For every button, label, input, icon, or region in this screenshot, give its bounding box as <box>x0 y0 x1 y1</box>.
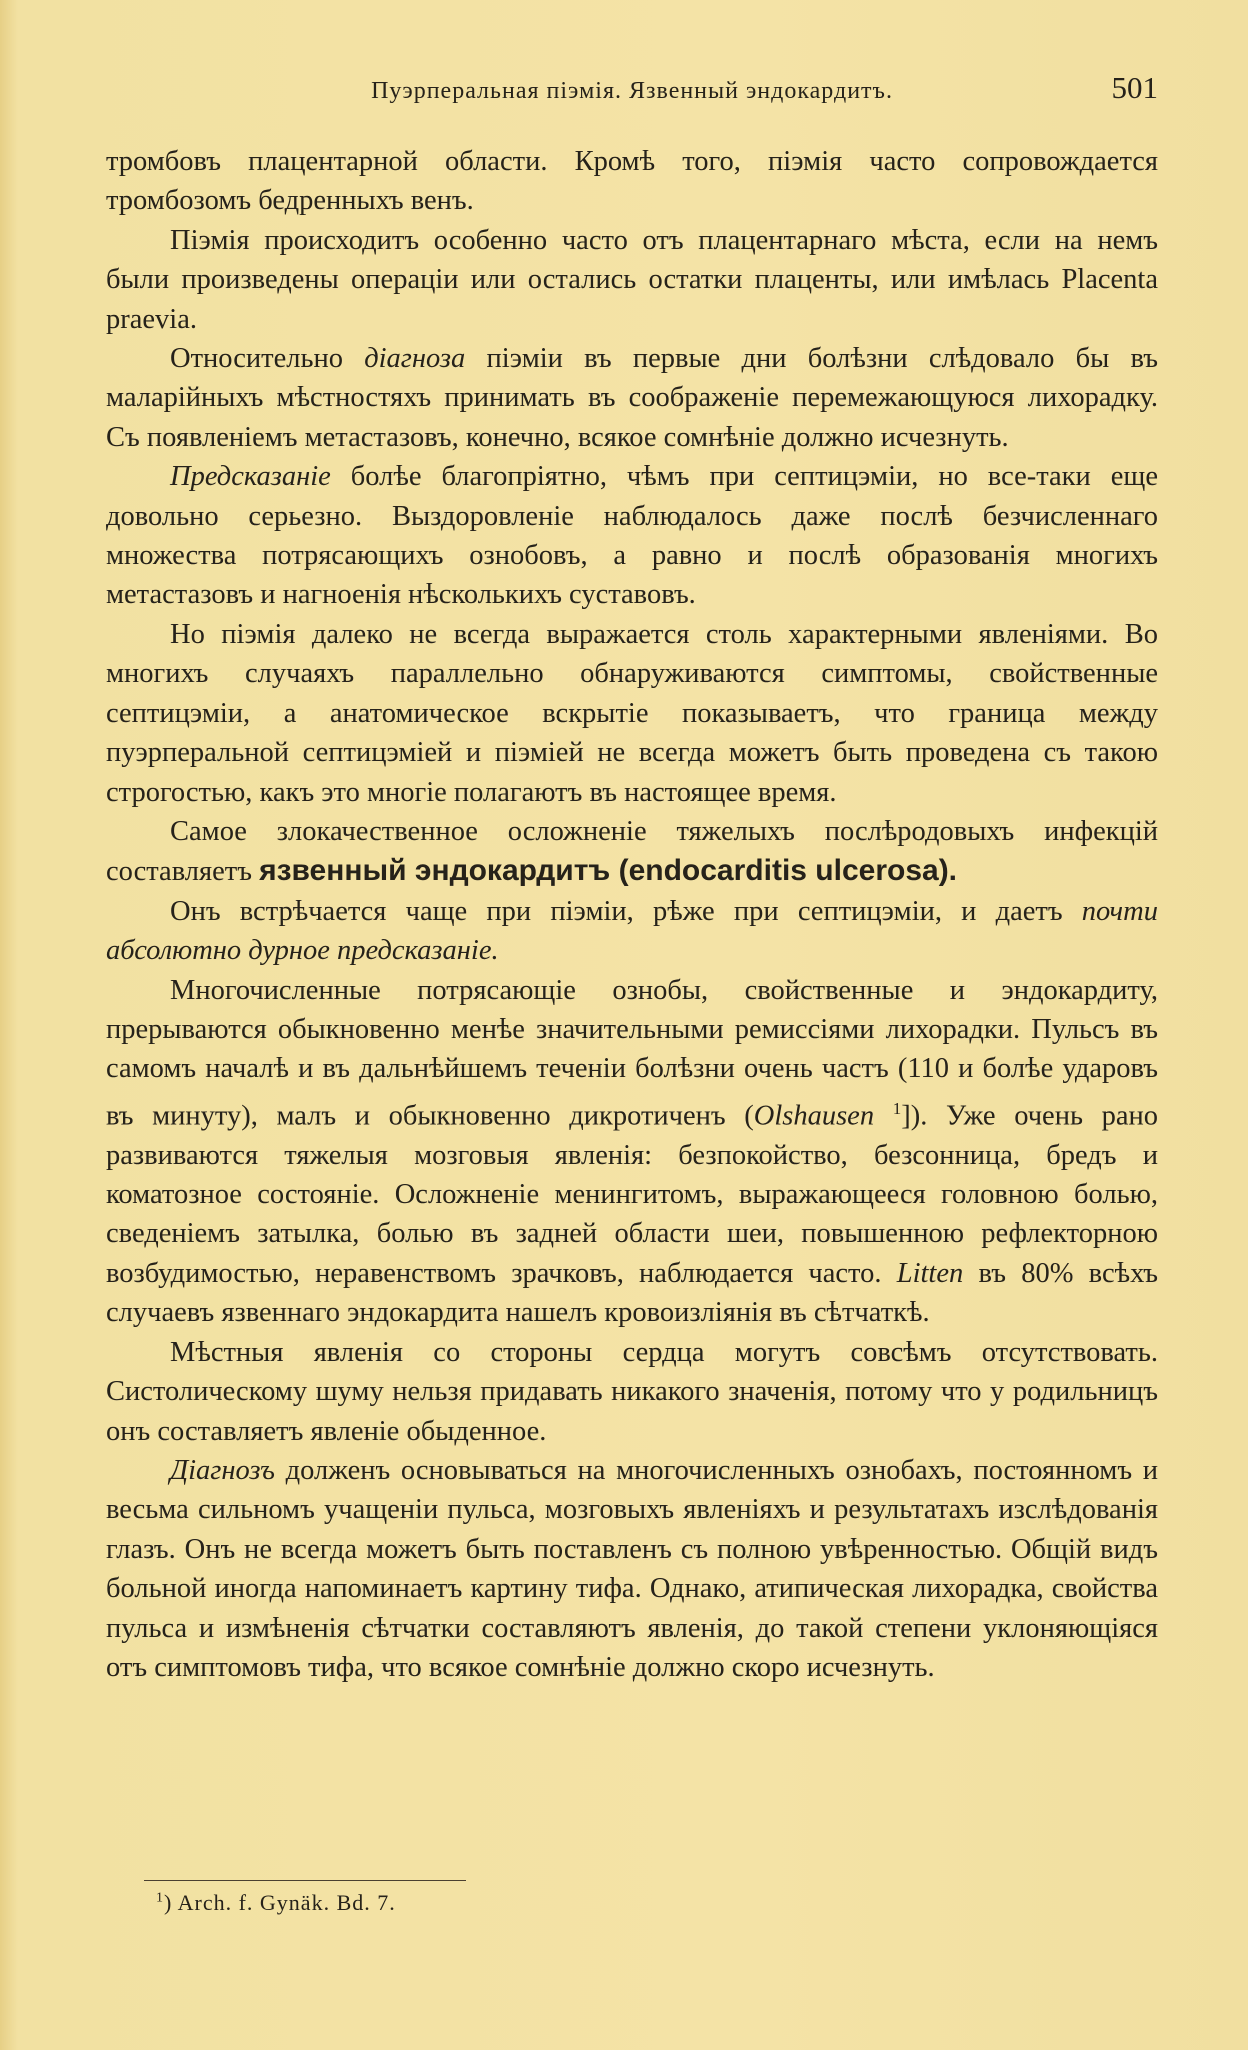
footnote <box>156 1890 396 1916</box>
prognosis-term: Предсказаніе <box>170 461 331 493</box>
paragraph-9 <box>106 1333 1158 1451</box>
diagnosis-heading: Діагнозъ <box>170 1454 275 1486</box>
page-header <box>106 70 1158 114</box>
paragraph-8 <box>106 971 1158 1333</box>
author-olshausen: Olshausen <box>753 1100 875 1132</box>
paragraph-10-text: долженъ основываться на многочисленныхъ ознобахъ, постоянномъ и весьма сильномъ учащеніи пульса, мозговыхъ явленіяхъ и результатахъ изслѣдованія глазъ. Онъ не всегда можетъ быть поставленъ съ полною увѣренностью. Общій видъ больной иногда напоминаетъ картину тифа. Однако, атипическая лихорадка, свойства пульса и измѣненія сѣтчатки составляютъ явленія, до такой степени уклоняющіяся отъ симптомовъ тифа, что всякое сомнѣніе должно скоро исчезнуть. <box>106 1454 1158 1683</box>
diagnosis-term: діагноза <box>364 343 466 375</box>
paragraph-4-text: болѣе благопріятно, чѣмъ при септицэміи, но все-таки еще довольно серьезно. Выздоровленіе наблюдалось даже послѣ безчисленнаго множества потрясающихъ ознобовъ, а равно и послѣ образованія многихъ метастазовъ и нагноенія нѣсколькихъ суставовъ. <box>106 461 1158 611</box>
page-number: 501 <box>1111 70 1158 105</box>
footnote-text: ) Arch. f. Gynäk. Bd. 7. <box>164 1890 396 1915</box>
paragraph-6-text: Самое злокачественное осложненіе тяжелыхъ послѣродовыхъ инфекцій составляетъ <box>106 815 1158 888</box>
paragraph-3-text-b: піэміи въ первые дни болѣзни слѣдовало бы въ маларійныхъ мѣстностяхъ принимать въ соображеніе перемежающуюся лихорадку. Съ появленіемъ метастазовъ, конечно, всякое сомнѣніе должно исчезнуть. <box>106 343 1158 453</box>
author-litten: Litten <box>896 1257 964 1289</box>
paragraph-8-text-b: ]). Уже очень рано развиваются тяжелыя мозговыя явленія: безпокойство, безсонница, бредъ и коматозное состояніе. Осложненіе менингитомъ, выражающееся головною болью, сведеніемъ затылка, болью въ задней области шеи, повышенною рефлекторною возбудимостью, неравенствомъ зрачковъ, наблюдается часто. <box>106 1100 1158 1289</box>
footnote-divider <box>144 1880 466 1881</box>
paragraph-5 <box>106 615 1158 812</box>
running-title: Пуэрперальная піэмія. Язвенный эндокардитъ. <box>371 78 893 104</box>
paragraph-9-text: Мѣстныя явленія со стороны сердца могутъ совсѣмъ отсутствовать. Систолическому шуму нельзя придавать никакого значенія, потому что у родильницъ онъ составляетъ явленіе обыденное. <box>106 1336 1158 1447</box>
paragraph-1 <box>106 142 1158 221</box>
body-text <box>106 142 1158 1687</box>
paragraph-2 <box>106 221 1158 339</box>
paragraph-6 <box>106 812 1158 892</box>
paragraph-8-text-a: Многочисленные потрясающіе ознобы, свойственные и эндокардиту, прерываются обыкновенно менѣе значительными ремиссіями лихорадки. Пульсъ въ самомъ началѣ и въ дальнѣйшемъ теченіи болѣзни очень частъ (110 и болѣе ударовъ въ минуту), малъ и обыкновенно дикротиченъ ( <box>106 974 1158 1132</box>
endocarditis-heading: язвенный эндокардитъ (endocarditis ulcerosa). <box>259 854 958 888</box>
paragraph-3-text-a: Относительно <box>170 343 365 375</box>
paragraph-8-text-c: въ 80% всѣхъ случаевъ язвеннаго эндокардита нашелъ кровоизліянія въ сѣтчаткѣ. <box>106 1257 1158 1329</box>
paragraph-7-text: Онъ встрѣчается чаще при піэміи, рѣже при септицэміи, и даетъ <box>170 895 1082 927</box>
prognosis-phrase: почти абсолютно дурное предсказаніе. <box>106 895 1158 967</box>
footnote-marker: 1 <box>156 1890 164 1906</box>
footnote-ref: 1 <box>892 1098 902 1118</box>
paragraph-10 <box>106 1451 1158 1687</box>
paragraph-5-text: Но піэмія далеко не всегда выражается столь характерными явленіями. Во многихъ случаяхъ параллельно обнаруживаются симптомы, свойственные септицэміи, а анатомическое вскрытіе показываетъ, что граница между пуэрперальной септицэміей и піэміей не всегда можетъ быть проведена съ такою строгостью, какъ это многіе полагаютъ въ настоящее время. <box>106 618 1158 808</box>
paragraph-2-text: Піэмія происходитъ особенно часто отъ плацентарнаго мѣста, если на немъ были произведены операціи или остались остатки плаценты, или имѣлась Placenta praevia. <box>106 224 1158 335</box>
paragraph-7 <box>106 892 1158 971</box>
paragraph-3 <box>106 339 1158 457</box>
paragraph-1-text: тромбовъ плацентарной области. Кромѣ того, піэмія часто сопровождается тромбозомъ бедренныхъ венъ. <box>106 146 1158 217</box>
paragraph-4 <box>106 457 1158 615</box>
